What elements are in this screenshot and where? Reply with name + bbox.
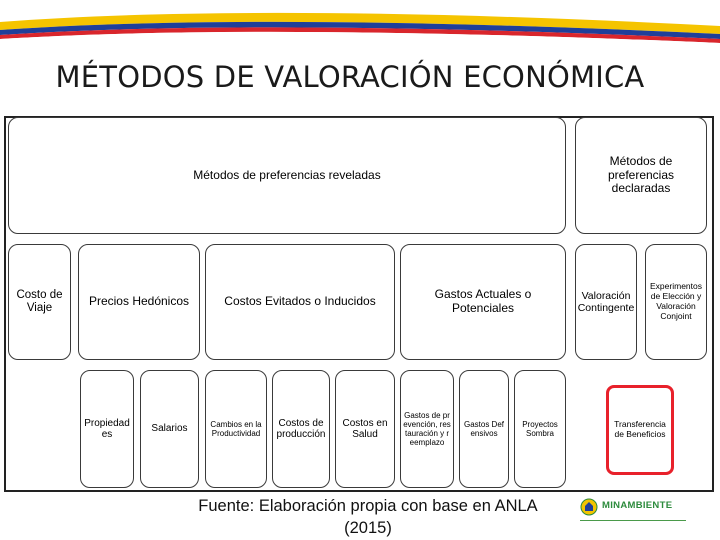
flag-banner (0, 0, 720, 52)
avoided-costs-box (205, 244, 395, 360)
prevention-expenses-label: Gastos de prevención, restauración y reemplazo (403, 410, 451, 448)
benefit-transfer-box (606, 385, 674, 475)
choice-experiments-box (645, 244, 707, 360)
avoided-costs-label: Costos Evitados o Inducidos (224, 294, 376, 309)
properties-box (80, 370, 134, 488)
contingent-valuation-box (575, 244, 637, 360)
defensive-expenses-box (459, 370, 509, 488)
benefit-transfer-label: Transferencia de Beneficios (614, 419, 666, 439)
revealed-preferences-box (8, 117, 566, 234)
declared-preferences-label: Métodos de preferencias declaradas (607, 153, 675, 196)
defensive-expenses-label: Gastos Defensivos (463, 419, 504, 438)
prevention-expenses-box (400, 370, 454, 488)
declared-preferences-box (575, 117, 707, 234)
production-costs-box (272, 370, 330, 488)
shadow-projects-label: Proyectos Sombra (522, 419, 558, 438)
properties-label: Propiedades (84, 417, 130, 440)
revealed-preferences-label: Métodos de preferencias reveladas (193, 167, 381, 182)
shadow-projects-box (514, 370, 566, 488)
travel-cost-box (8, 244, 71, 360)
productivity-changes-box (205, 370, 267, 488)
logo-text: MINAMBIENTE (602, 500, 673, 511)
coat-of-arms-icon (580, 498, 598, 516)
contingent-valuation-label: Valoración Contingente (577, 289, 635, 314)
health-costs-label: Costos en Salud (342, 417, 388, 440)
salaries-label: Salarios (151, 423, 188, 435)
production-costs-label: Costos de producción (276, 417, 326, 440)
source-caption: Fuente: Elaboración propia con base en ANLA (2015) (198, 497, 538, 538)
health-costs-box (335, 370, 395, 488)
salaries-box (140, 370, 199, 488)
hedonic-prices-label: Precios Hedónicos (88, 294, 190, 309)
logo-underline (580, 520, 686, 521)
slide-title: MÉTODOS DE VALORACIÓN ECONÓMICA (55, 60, 645, 94)
hedonic-prices-box (78, 244, 200, 360)
choice-experiments-label: Experimentos de Elección y Valoración Conjoint (650, 281, 702, 321)
productivity-changes-label: Cambios en la Productividad (210, 419, 262, 438)
current-expenses-label: Gastos Actuales o Potenciales (434, 287, 532, 315)
minambiente-logo (580, 496, 686, 524)
current-expenses-box (400, 244, 566, 360)
travel-cost-label: Costo de Viaje (16, 288, 63, 314)
